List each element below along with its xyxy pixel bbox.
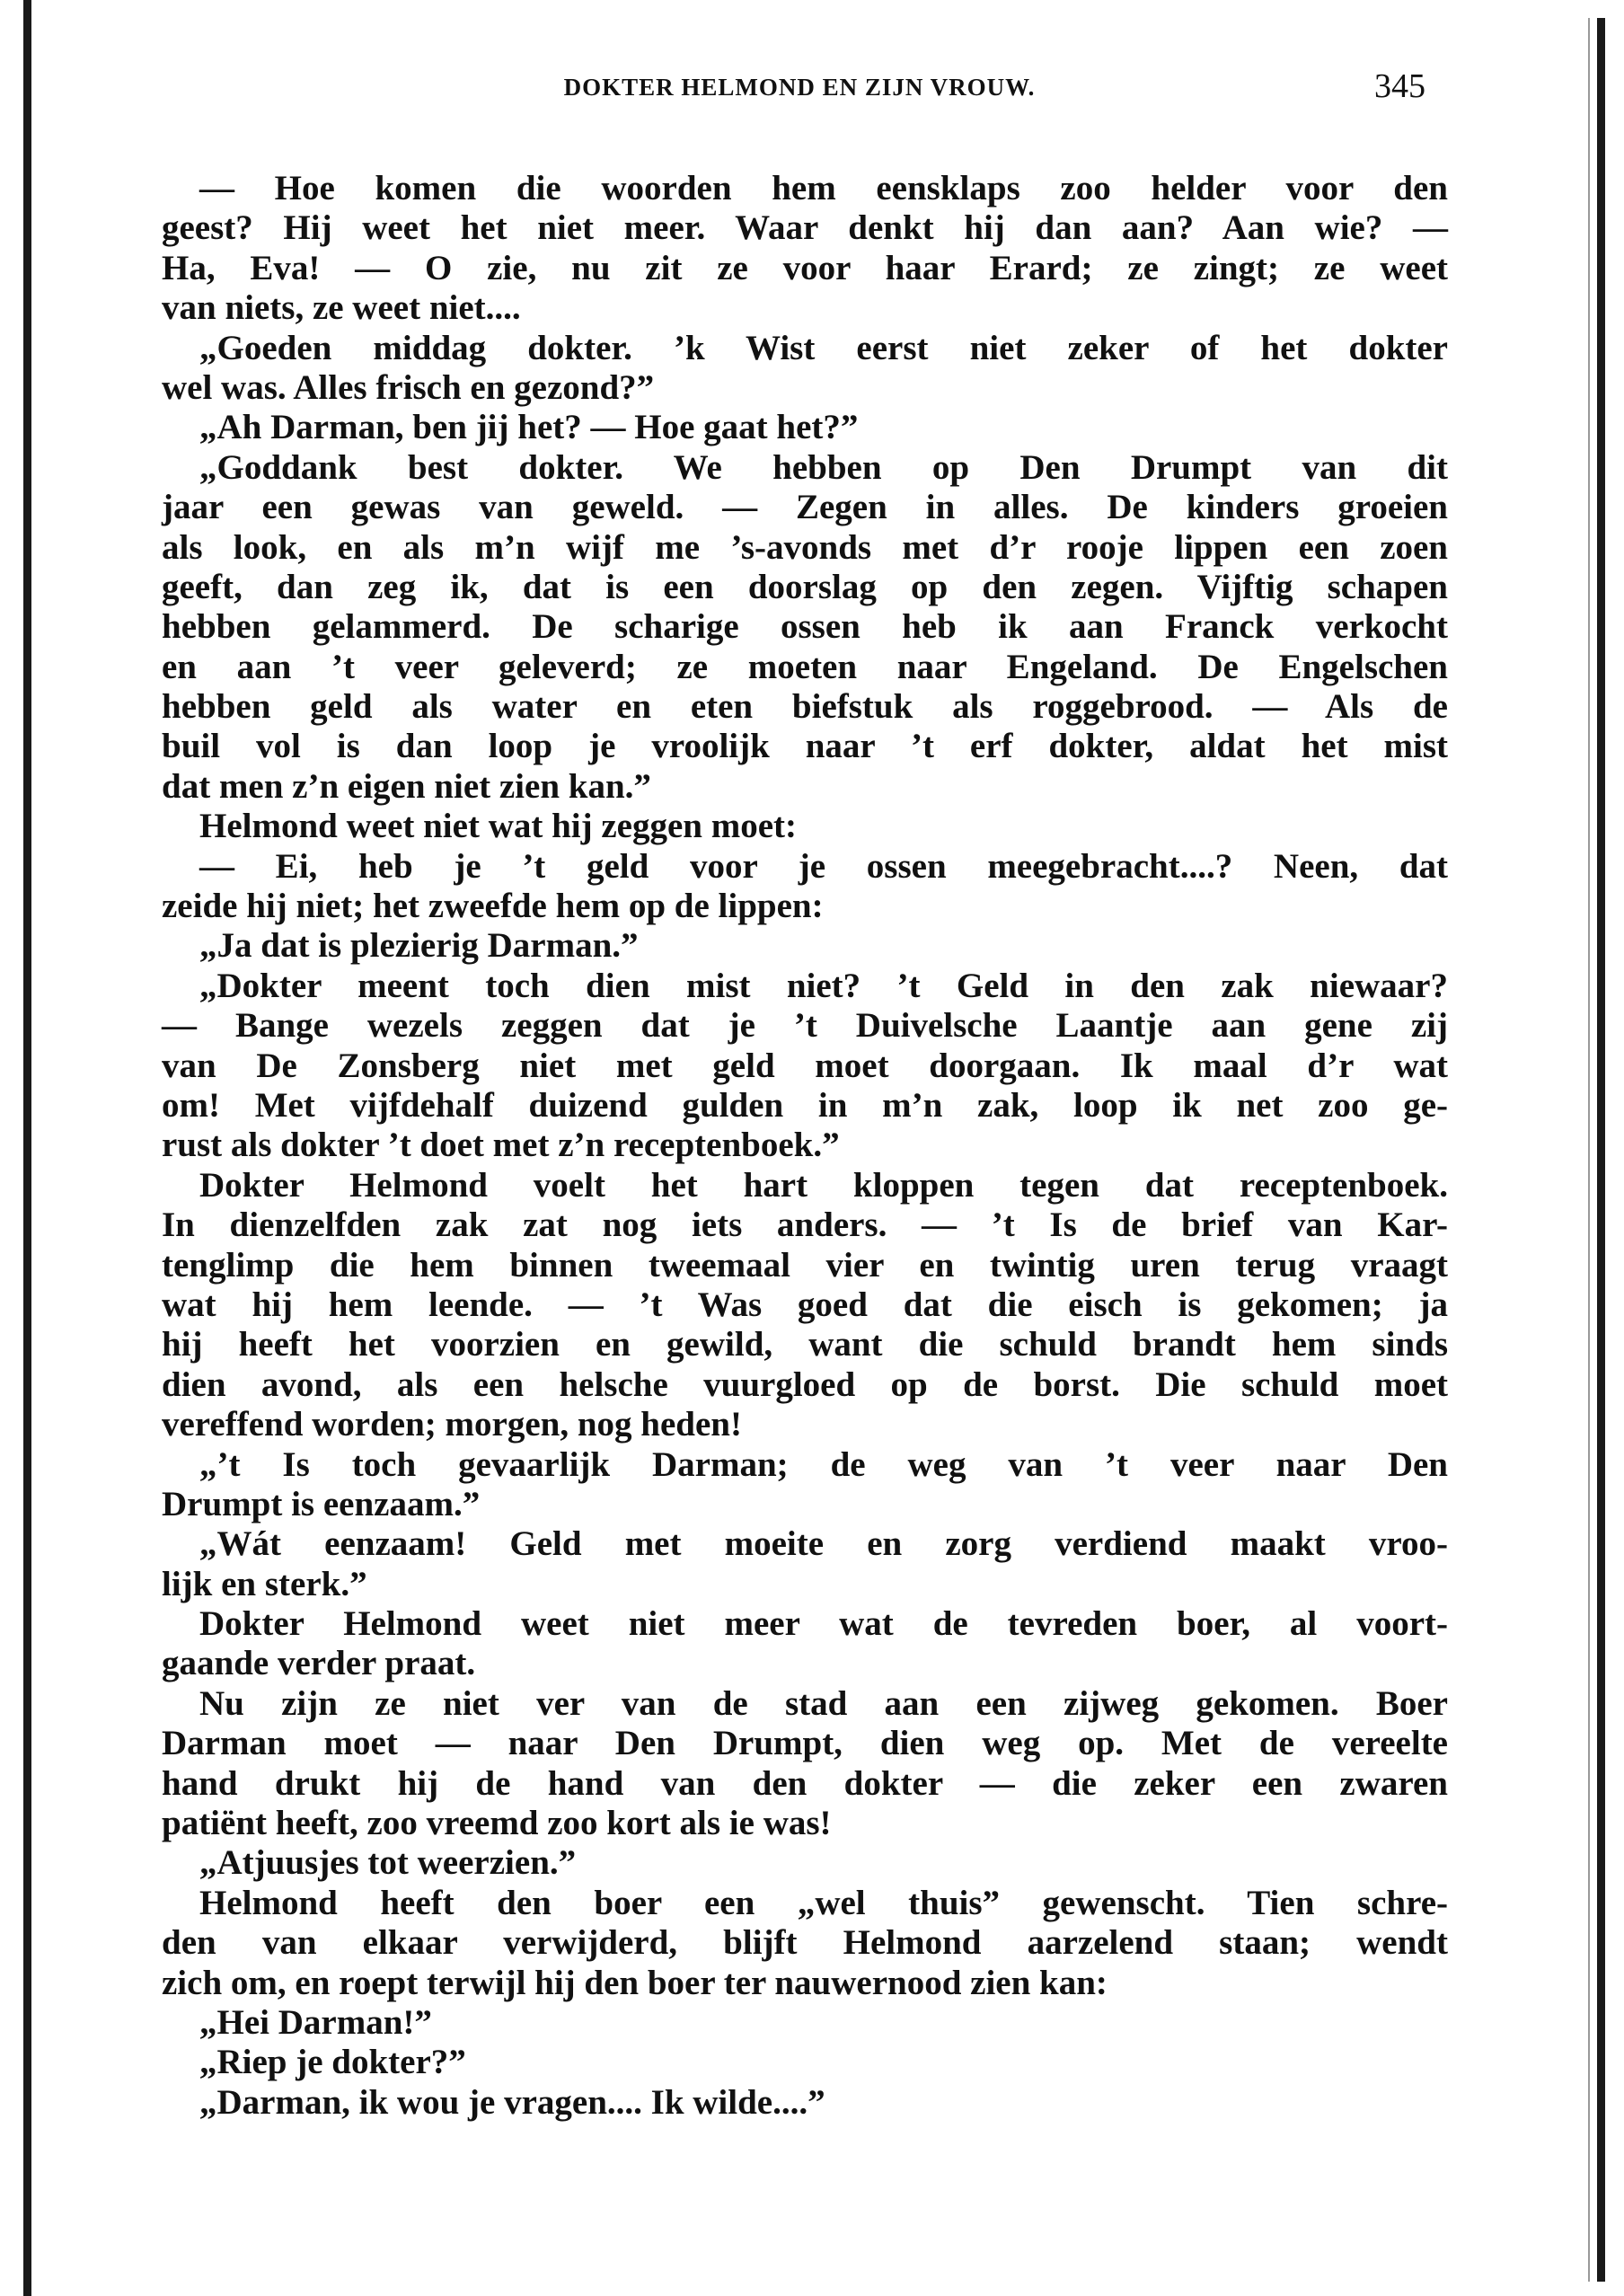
text-line: hij heeft het voorzien en gewild, want die schuld brandt hem sinds (162, 1325, 1448, 1364)
text-line: zeide hij niet; het zweefde hem op de lippen: (162, 887, 824, 926)
paragraph (162, 1884, 1448, 2003)
text-line: den van elkaar verwijderd, blijft Helmond aarzelend staan; wendt (162, 1923, 1448, 1963)
text-line: „Riep je dokter?” (199, 2043, 466, 2082)
paragraph (162, 807, 1448, 846)
text-line: hebben gelammerd. De scharige ossen heb ik aan Franck verkocht (162, 607, 1448, 647)
text-line: In dienzelfden zak zat nog iets anders. — ’t Is de brief van Kar- (162, 1205, 1448, 1245)
paragraph (162, 2043, 1448, 2082)
text-line: „Ja dat is plezierig Darman.” (199, 926, 639, 966)
text-line: hand drukt hij de hand van den dokter — die zeker een zwaren (162, 1763, 1448, 1803)
text-line: Ha, Eva! — O zie, nu zit ze voor haar Erard; ze zingt; ze weet (162, 248, 1448, 287)
text-line: Dokter Helmond weet niet meer wat de tevreden boer, al voort- (199, 1604, 1448, 1644)
text-line: Dokter Helmond voelt het hart kloppen tegen dat receptenboek. (199, 1165, 1448, 1205)
text-line: om! Met vijfdehalf duizend gulden in m’n zak, loop ik net zoo ge- (162, 1085, 1448, 1125)
paragraph (162, 967, 1448, 1166)
text-line: als look, en als m’n wijf me ’s-avonds met d’r rooje lippen een zoen (162, 527, 1448, 567)
text-line: hebben geld als water en eten biefstuk als roggebrood. — Als de (162, 687, 1448, 727)
paragraph (162, 926, 1448, 966)
text-line: „Atjuusjes tot weerzien.” (199, 1843, 577, 1883)
text-line: Darman moet — naar Den Drumpt, dien weg op. Met de vereelte (162, 1724, 1448, 1763)
scan-edge-right (1597, 18, 1605, 2282)
paragraph (162, 1684, 1448, 1844)
paragraph (162, 1166, 1448, 1445)
text-line: dat men z’n eigen niet zien kan.” (162, 766, 651, 806)
text-line: tenglimp die hem binnen tweemaal vier en twintig uren terug vraagt (162, 1245, 1448, 1285)
text-line: „Ah Darman, ben jij het? — Hoe gaat het?” (199, 408, 859, 447)
text-line: — Hoe komen die woorden hem eensklaps zoo helder voor den (199, 169, 1448, 208)
paragraph (162, 169, 1448, 329)
text-line: Drumpt is eenzaam.” (162, 1484, 481, 1523)
text-line: geest? Hij weet het niet meer. Waar denkt hij dan aan? Aan wie? — (162, 208, 1448, 248)
paragraph (162, 408, 1448, 447)
text-line: lijk en sterk.” (162, 1564, 367, 1603)
text-line: wat hij hem leende. — ’t Was goed dat die eisch is gekomen; ja (162, 1285, 1448, 1324)
text-line: wel was. Alles frisch en gezond?” (162, 367, 655, 407)
text-line: vereffend worden; morgen, nog heden! (162, 1405, 742, 1444)
paragraph (162, 1445, 1448, 1525)
paragraph (162, 2083, 1448, 2123)
page-number: 345 (1374, 67, 1425, 105)
running-title: DOKTER HELMOND EN ZIJN VROUW. (563, 74, 1036, 101)
text-line: „’t Is toch gevaarlijk Darman; de weg van ’t veer naar Den (199, 1444, 1448, 1484)
paragraph (162, 1843, 1448, 1883)
text-line: Nu zijn ze niet ver van de stad aan een zijweg gekomen. Boer (199, 1683, 1448, 1723)
scan-gutter-shadow (1588, 18, 1590, 2282)
text-line: van niets, ze weet niet.... (162, 288, 521, 328)
text-line: „Goddank best dokter. We hebben op Den Drumpt van dit (199, 447, 1448, 487)
text-line: jaar een gewas van geweld. — Zegen in alles. De kinders groeien (162, 488, 1448, 527)
paragraph (162, 847, 1448, 927)
text-line: — Ei, heb je ’t geld voor je ossen meegebracht....? Neen, dat (199, 846, 1448, 886)
text-line: buil vol is dan loop je vroolijk naar ’t erf dokter, aldat het mist (162, 727, 1448, 766)
text-line: zich om, en roept terwijl hij den boer ter nauwernood zien kan: (162, 1963, 1108, 2002)
text-line: gaande verder praat. (162, 1644, 476, 1683)
paragraph (162, 1524, 1448, 1604)
text-line: geeft, dan zeg ik, dat is een doorslag op den zegen. Vijftig schapen (162, 567, 1448, 606)
paragraph (162, 329, 1448, 409)
text-line: Helmond heeft den boer een „wel thuis” gewenscht. Tien schre- (199, 1883, 1448, 1922)
text-line: patiënt heeft, zoo vreemd zoo kort als ie was! (162, 1804, 832, 1843)
text-line: „Goeden middag dokter. ’k Wist eerst niet zeker of het dokter (199, 328, 1448, 367)
paragraph (162, 448, 1448, 808)
text-line: „Hei Darman!” (199, 2002, 432, 2042)
text-line: rust als dokter ’t doet met z’n receptenboek.” (162, 1126, 840, 1165)
text-line: „Darman, ik wou je vragen.... Ik wilde....” (199, 2082, 825, 2122)
text-line: van De Zonsberg niet met geld moet doorgaan. Ik maal d’r wat (162, 1046, 1448, 1085)
paragraph (162, 2003, 1448, 2043)
text-line: „Wát eenzaam! Geld met moeite en zorg verdiend maakt vroo- (199, 1524, 1448, 1564)
paragraph (162, 1604, 1448, 1684)
text-line: „Dokter meent toch dien mist niet? ’t Geld in den zak niewaar? (199, 966, 1448, 1005)
text-line: Helmond weet niet wat hij zeggen moet: (199, 807, 797, 846)
scan-edge-left (23, 0, 31, 2296)
text-line: en aan ’t veer geleverd; ze moeten naar Engeland. De Engelschen (162, 647, 1448, 686)
text-line: — Bange wezels zeggen dat je ’t Duivelsche Laantje aan gene zij (162, 1006, 1448, 1046)
body-text (162, 169, 1448, 2123)
text-line: dien avond, als een helsche vuurgloed op de borst. Die schuld moet (162, 1364, 1448, 1404)
